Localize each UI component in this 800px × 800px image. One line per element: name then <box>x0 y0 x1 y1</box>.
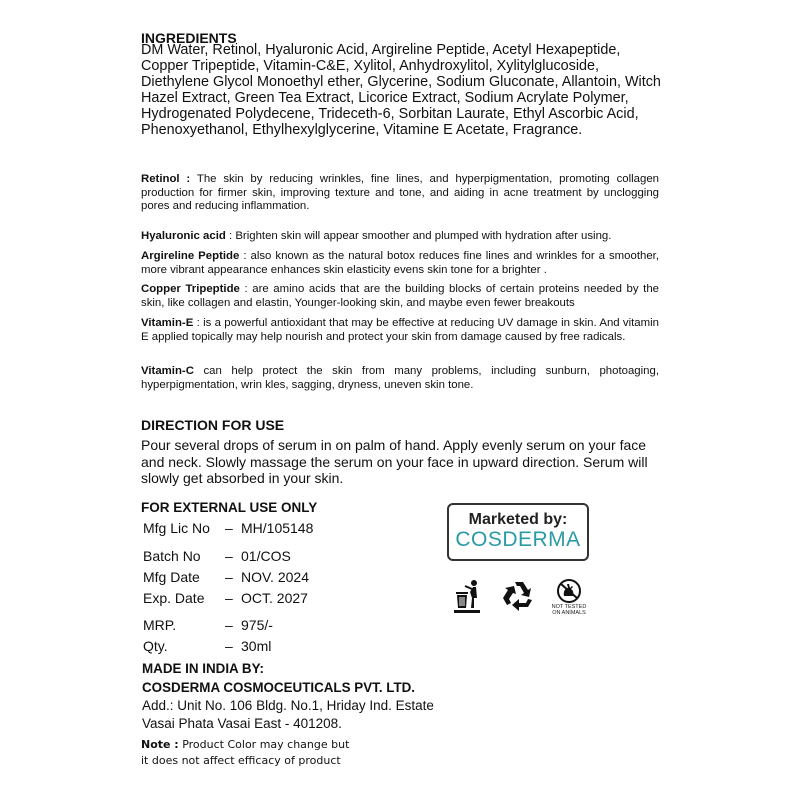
benefit-text: : Brighten skin will appear smoother and plumped with hydration after using. <box>225 230 612 242</box>
benefit-term: Copper Tripeptide <box>141 283 240 295</box>
ingredients-list: DM Water, Retinol, Hyaluronic Acid, Argireline Peptide, Acetyl Hexapeptide, Copper Tripeptide, Vitamin-C&E, Xylitol, Anhydroxylitol, Xylitylglucoside, Diethylene Glycol Monoethyl ether, Glycerine, Sodium Gluconate, Allantoin, Witch Hazel Extract, Green Tea Extract, Licorice Extract, Sodium Acrylate Polymer, Hydrogenated Polydecene, Trideceth-6, Sorbitan Laurate, Ethyl Ascorbic Acid, Phenoxyethanol, Ethylhexylglycerine, Vitamine E Acetate, Fragrance. <box>141 42 661 138</box>
recycle-icon <box>501 578 537 614</box>
benefit-argireline <box>141 250 659 277</box>
manufacturer-address-line1: Add.: Unit No. 106 Bldg. No.1, Hriday Ind. Estate <box>142 698 434 713</box>
benefit-text: The skin by reducing wrinkles, fine lines, and hyperpigmentation, promoting collagen production for firmer skin, improving texture and tone, and aiding in acne treatment by unclogging pores and reducing inflammation. <box>141 173 659 213</box>
benefit-term: Hyaluronic acid <box>141 230 226 242</box>
spec-label: MRP. <box>143 617 177 633</box>
spec-row-batch <box>143 547 291 565</box>
not-tested-label-line2: ON ANIMALS <box>552 610 586 616</box>
ingredients-title: INGREDIENTS <box>141 30 237 46</box>
spec-label: Batch No <box>143 548 201 564</box>
spec-value: 01/COS <box>241 548 291 564</box>
spec-label: Mfg Date <box>143 569 200 585</box>
spec-dash: – <box>225 520 233 536</box>
note-line1 <box>141 737 349 753</box>
benefit-vitamin-c <box>141 365 659 392</box>
spec-dash: – <box>225 590 233 606</box>
manufacturer-address-line2: Vasai Phata Vasai East - 401208. <box>142 716 342 731</box>
benefit-term: Vitamin-E <box>141 317 194 329</box>
made-in-title: MADE IN INDIA BY: <box>142 661 264 676</box>
spec-dash: – <box>225 569 233 585</box>
note-text: Product Color may change but <box>178 738 350 751</box>
spec-value: NOV. 2024 <box>241 569 309 585</box>
spec-row-mfg-lic <box>143 519 313 537</box>
direction-text: Pour several drops of serum in on palm of hand. Apply evenly serum on your face and neck. Slowly massage the serum on your face in upward direction. Serum will slowly get absorbed in your skin. <box>141 437 648 486</box>
spec-row-mfg-date <box>143 568 309 586</box>
not-tested-label <box>549 604 589 616</box>
spec-dash: – <box>225 617 233 633</box>
spec-value: 975/- <box>241 617 273 633</box>
benefit-vitamin-e <box>141 317 659 344</box>
benefit-text: : are amino acids that are the building blocks of certain proteins needed by the skin, like collagen and elastin, Younger-looking skin, and maybe even fewer breakouts <box>141 283 659 309</box>
spec-value: OCT. 2027 <box>241 590 308 606</box>
external-use-warning: FOR EXTERNAL USE ONLY <box>141 500 318 515</box>
benefit-text: : also known as the natural botox reduces fine lines and wrinkles for a smoother, more vibrant appearance enhances skin elasticity evens skin tone for a brighter . <box>141 250 660 276</box>
marketed-by-box <box>447 503 589 561</box>
benefit-retinol <box>141 173 659 214</box>
benefit-term: Retinol : <box>141 173 191 185</box>
spec-label: Mfg Lic No <box>143 520 210 536</box>
note-line2: it does not affect efficacy of product <box>141 754 341 767</box>
spec-row-exp-date <box>143 589 308 607</box>
spec-label: Exp. Date <box>143 590 205 606</box>
not-tested-label-line1: NOT TESTED <box>551 604 587 610</box>
benefit-text: can help protect the skin from many problems, including sunburn, photoaging, hyperpigmentation, wrin kles, sagging, dryness, uneven skin tone. <box>141 365 659 391</box>
brand-name: COSDERMA <box>455 528 581 551</box>
spec-row-qty <box>143 637 271 655</box>
benefit-term: Vitamin-C <box>141 365 194 377</box>
benefit-copper-tripeptide <box>141 283 659 310</box>
benefit-hyaluronic <box>141 230 659 244</box>
spec-dash: – <box>225 638 233 654</box>
dispose-in-bin-icon <box>452 578 482 616</box>
spec-row-mrp <box>143 616 273 634</box>
direction-title: DIRECTION FOR USE <box>141 417 285 433</box>
marketed-by-title: Marketed by: <box>468 511 568 528</box>
spec-label: Qty. <box>143 638 168 654</box>
spec-value: 30ml <box>241 638 272 654</box>
spec-value: MH/105148 <box>241 520 314 536</box>
spec-dash: – <box>225 548 233 564</box>
benefit-term: Argireline Peptide <box>141 250 240 262</box>
manufacturer-name: COSDERMA COSMOCEUTICALS PVT. LTD. <box>142 680 416 695</box>
note-label: Note : <box>141 738 179 751</box>
benefit-text: : is a powerful antioxidant that may be effective at reducing UV damage in skin. And vitamin E applied topically may help nourish and protect your skin from damage caused by free radicals. <box>141 317 659 343</box>
